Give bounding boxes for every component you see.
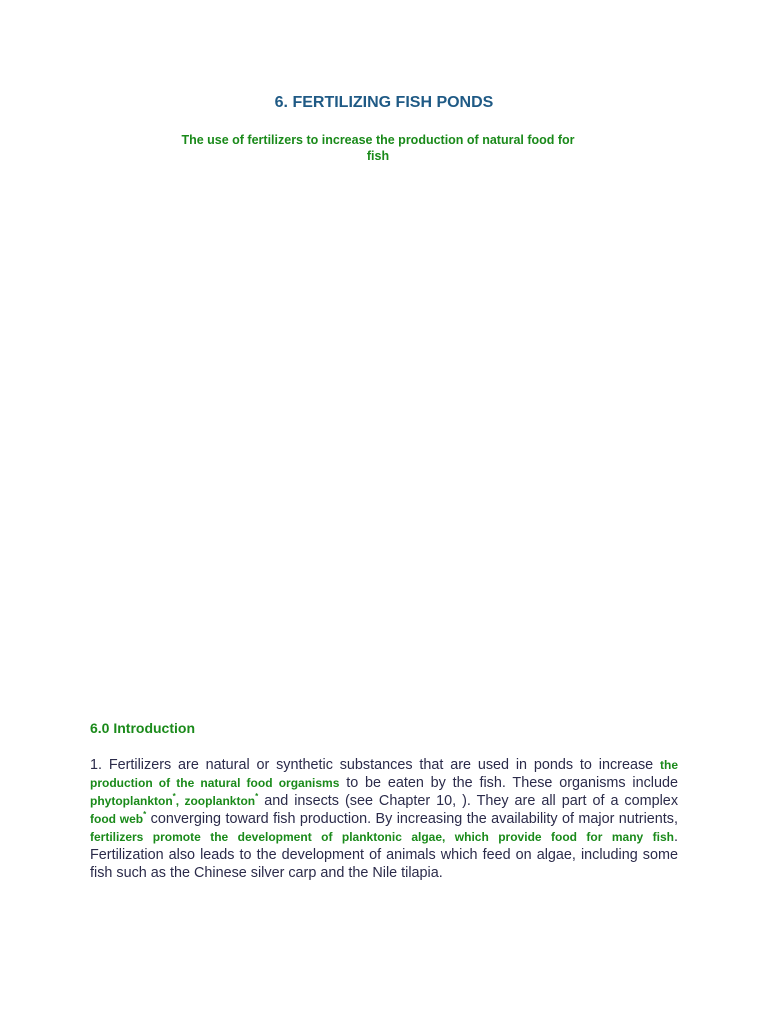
glossary-star: * (255, 792, 259, 802)
introduction-paragraph (90, 756, 678, 882)
paragraph-text: 1. Fertilizers are natural or synthetic substances that are used in ponds to increase (90, 757, 660, 773)
page-subtitle: The use of fertilizers to increase the production of natural food for fish (181, 133, 575, 163)
highlight-zooplankton: zooplankton (184, 794, 256, 808)
paragraph-text: and insects (see Chapter 10, ). They are all part of a complex (258, 793, 679, 809)
paragraph-text: . Fertilization also leads to the development of animals which feed on algae, including some fish such as the Chinese silver carp and the Nile tilapia. (90, 829, 678, 881)
highlight-natural-food-organisms: the production of the natural food organisms (90, 758, 678, 790)
paragraph-text: to be eaten by the fish. These organisms include (339, 775, 678, 791)
highlight-phytoplankton: phytoplankton (90, 794, 173, 808)
highlight-food-web: food web (90, 812, 144, 826)
glossary-star: * (172, 792, 176, 802)
page-title: 6. FERTILIZING FISH PONDS (274, 94, 494, 111)
paragraph-text: converging toward fish production. By increasing the availability of major nutrients, (146, 811, 678, 827)
glossary-star: * (143, 810, 147, 820)
highlight-comma: , (175, 794, 185, 808)
highlight-fertilizers-promote: fertilizers promote the development of planktonic algae, which provide food for many fish (90, 830, 674, 844)
section-heading-introduction: 6.0 Introduction (90, 720, 195, 736)
